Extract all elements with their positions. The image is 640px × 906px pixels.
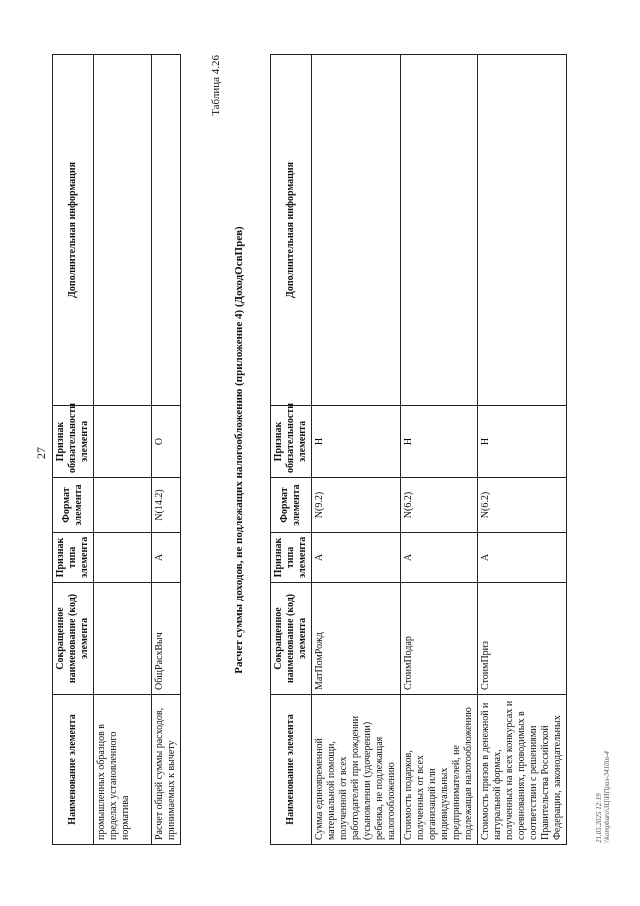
table-title: Расчет суммы доходов, не подлежащих налогообложению (приложение 4) (ДоходОсвПрев) — [233, 226, 245, 674]
cell-code: СтоимПриз — [478, 583, 567, 695]
header-type: Признак типа элемента — [271, 533, 312, 583]
cell-code: ОбщРасхВыч — [152, 583, 181, 695]
cell-name: Сумма единовременной материальной помощи, полученной от всех работодателей при рождении (усыновлении (удочерении) ребенка, не подлежащая налогообложению — [312, 695, 401, 845]
cell-code: МатПомРожд — [312, 583, 401, 695]
header-name: Наименование элемента — [271, 695, 312, 845]
table-header-row — [271, 55, 312, 845]
cell-required: Н — [401, 406, 478, 478]
cell-name: Стоимость подарков, полученных от всех организаций или индивидуальных предпринимателей, не подлежащая налогообложению — [401, 695, 478, 845]
table-row — [401, 55, 478, 845]
rotated-page — [20, 33, 620, 873]
header-code: Сокращенное наименование (код) элемента — [271, 583, 312, 695]
header-required: Признак обязательности элемента — [53, 406, 94, 478]
cell-name: Расчет общей суммы расходов, принимаемых к вычету — [152, 695, 181, 845]
cell-format: N(6.2) — [401, 478, 478, 533]
cell-info — [401, 55, 478, 406]
table-row — [94, 55, 152, 845]
table-row — [152, 55, 181, 845]
table-header-row — [53, 55, 94, 845]
header-info: Дополнительная информация — [53, 55, 94, 406]
cell-required: О — [152, 406, 181, 478]
table-continued — [52, 54, 181, 845]
header-type: Признак типа элемента — [53, 533, 94, 583]
table-row — [478, 55, 567, 845]
cell-required: Н — [312, 406, 401, 478]
page-content — [20, 33, 620, 873]
stamp-datetime: 21.05.2025 12:19 — [595, 793, 603, 843]
cell-type: А — [152, 533, 181, 583]
stamp-path: \\kompburo\ЗЦ\ИПриз-3410in-4 — [603, 751, 611, 843]
cell-info — [478, 55, 567, 406]
table-4-26 — [270, 54, 567, 845]
cell-format: N(9.2) — [312, 478, 401, 533]
cell-code: СтоимПодар — [401, 583, 478, 695]
cell-format: N(6.2) — [478, 478, 567, 533]
cell-code — [94, 583, 152, 695]
header-format: Формат элемента — [53, 478, 94, 533]
cell-type — [94, 533, 152, 583]
table-caption: Таблица 4.26 — [210, 55, 222, 116]
cell-name: промышленных образцов в пределах установленного норматива — [94, 695, 152, 845]
page-number: 27 — [34, 447, 48, 459]
cell-required — [94, 406, 152, 478]
header-code: Сокращенное наименование (код) элемента — [53, 583, 94, 695]
header-info: Дополнительная информация — [271, 55, 312, 406]
cell-format: N(14.2) — [152, 478, 181, 533]
cell-name: Стоимость призов в денежной и натуральной формах, полученных на всех конкурсах и соревнованиях, проводимых в соответствии с решениями Правительства Российской Федерации, законодательных — [478, 695, 567, 845]
cell-info — [312, 55, 401, 406]
table-row — [312, 55, 401, 845]
header-name: Наименование элемента — [53, 695, 94, 845]
cell-type: А — [478, 533, 567, 583]
print-stamp — [595, 751, 611, 843]
cell-required: Н — [478, 406, 567, 478]
cell-info — [152, 55, 181, 406]
cell-type: А — [401, 533, 478, 583]
header-format: Формат элемента — [271, 478, 312, 533]
cell-info — [94, 55, 152, 406]
header-required: Признак обязательности элемента — [271, 406, 312, 478]
cell-type: А — [312, 533, 401, 583]
cell-format — [94, 478, 152, 533]
